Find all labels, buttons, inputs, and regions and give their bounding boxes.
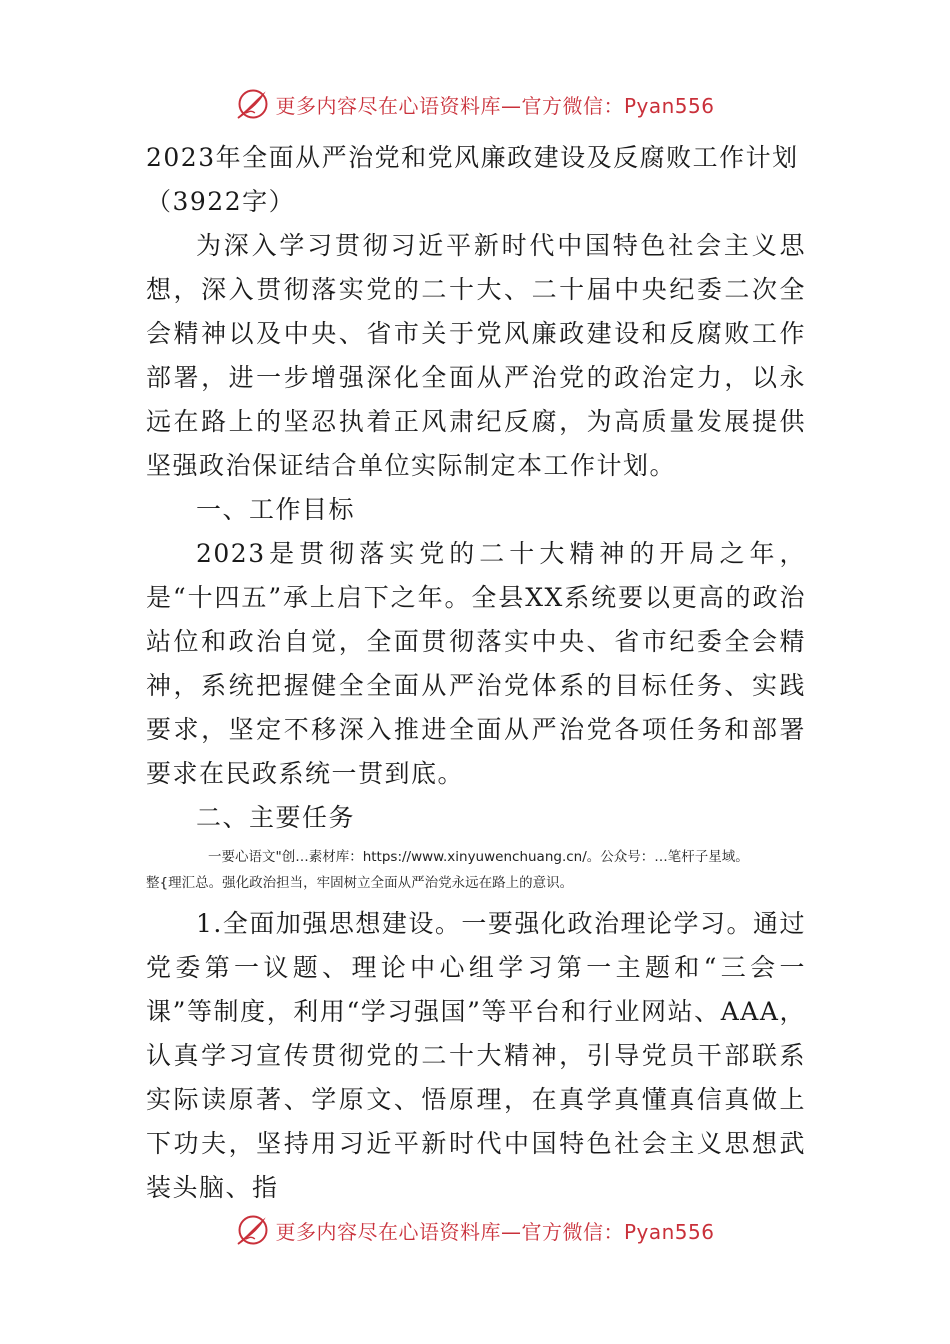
document-word-count: （3922字）: [146, 187, 296, 216]
goals-paragraph: 2023是贯彻落实党的二十大精神的开局之年，是“十四五”承上启下之年。全县XX系统要以更高的政治站位和政治自觉，全面贯彻落实中央、省市纪委全会精神，系统把握健全全面从严治党体系的目标任务、实践要求，坚定不移深入推进全面从严治党各项任务和部署要求在民政系统一贯到底。: [146, 539, 806, 788]
source-note-line-2: 整{理汇总。强化政治担当，牢固树立全面从严治党永远在路上的意识。: [146, 875, 574, 891]
watermark-banner-top: [0, 84, 950, 124]
watermark-banner-bottom: [0, 1210, 950, 1250]
document-body: [146, 136, 806, 1210]
document-title: 2023年全面从严治党和党风廉政建设及反腐败工作计划: [146, 143, 799, 172]
quill-pen-logo-icon: [235, 1212, 271, 1248]
inserted-source-note: [146, 844, 806, 896]
watermark-text: 更多内容尽在心语资料库—官方微信：Pyan556: [275, 93, 715, 118]
watermark-text: 更多内容尽在心语资料库—官方微信：Pyan556: [275, 1219, 715, 1244]
task-1-paragraph: 1.全面加强思想建设。一要强化政治理论学习。通过党委第一议题、理论中心组学习第一主题和“三会一课”等制度，利用“学习强国”等平台和行业网站、AAA，认真学习宣传贯彻党的二十大精神，引导党员干部联系实际读原著、学原文、悟原理，在真学真懂真信真做上下功夫，坚持用习近平新时代中国特色社会主义思想武装头脑、指: [146, 909, 806, 1202]
quill-pen-logo-icon: [235, 86, 271, 122]
intro-paragraph: 为深入学习贯彻习近平新时代中国特色社会主义思想，深入贯彻落实党的二十大、二十届中央纪委二次全会精神以及中央、省市关于党风廉政建设和反腐败工作部署，进一步增强深化全面从严治党的政治定力，以永远在路上的坚忍执着正风肃纪反腐，为高质量发展提供坚强政治保证结合单位实际制定本工作计划。: [146, 231, 806, 480]
source-note-line-1: 一要心语文"创…素材库：https://www.xinyuwenchuang.cn/。公众号：…笔杆子星域。: [208, 849, 749, 865]
section-heading-goals: 一、工作目标: [196, 495, 356, 524]
section-heading-tasks: 二、主要任务: [196, 803, 356, 832]
